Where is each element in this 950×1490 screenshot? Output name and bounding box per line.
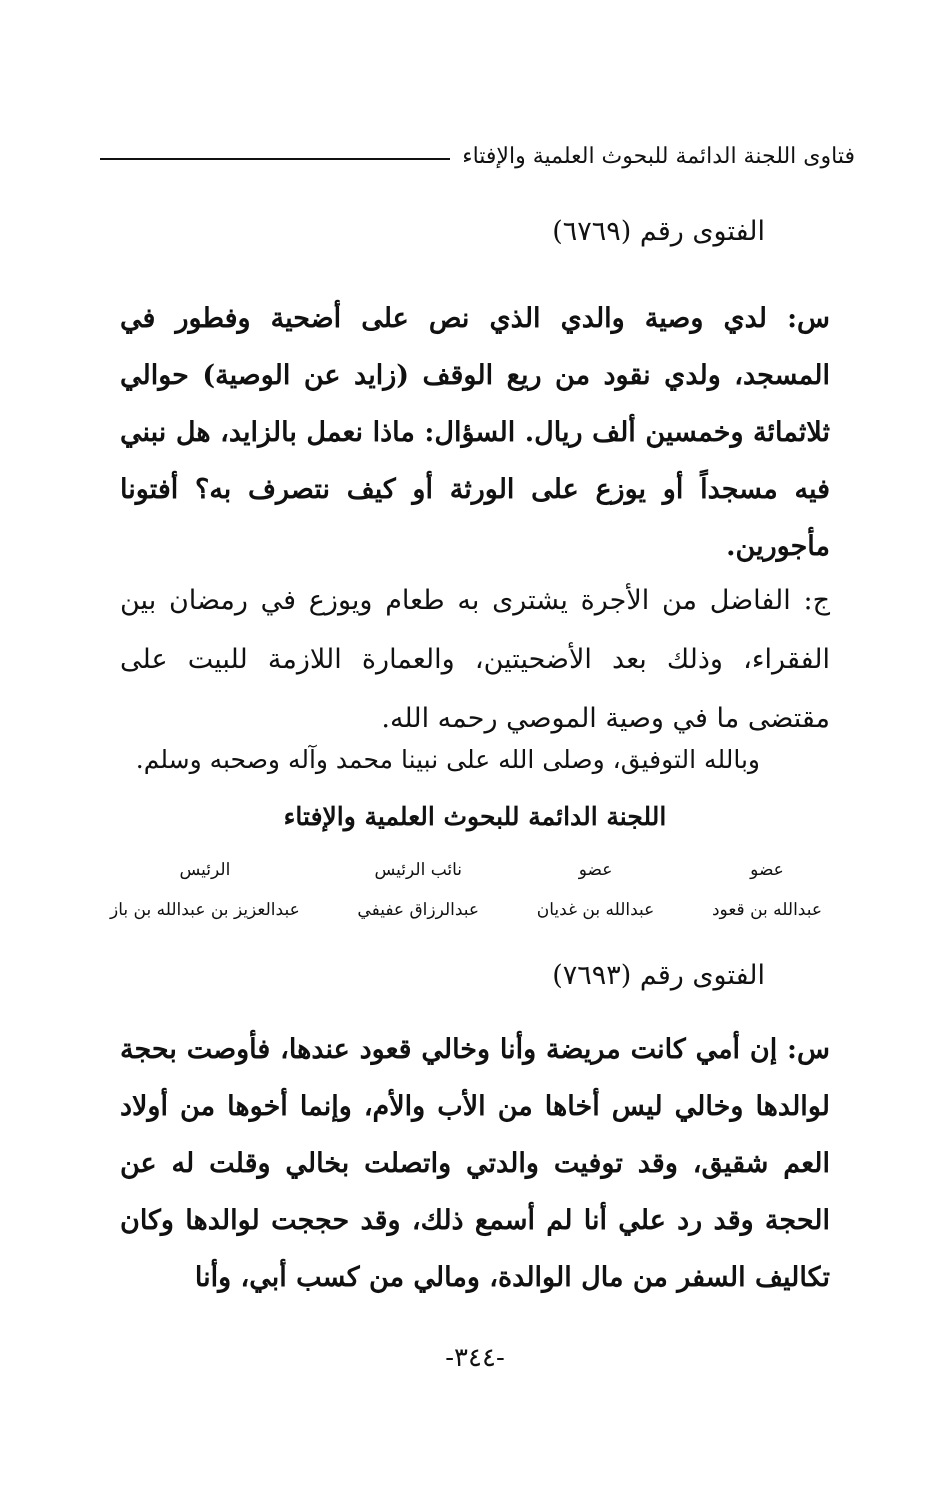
signature-name: عبدالله بن غديان xyxy=(536,900,655,920)
signature-member-3 xyxy=(357,860,479,920)
header-title: فتاوى اللجنة الدائمة للبحوث العلمية والإفتاء xyxy=(462,143,855,169)
fatwa-1-number: الفتوى رقم (٦٧٦٩) xyxy=(552,216,765,247)
fatwa-2-number: الفتوى رقم (٧٦٩٣) xyxy=(552,960,765,991)
signature-role: الرئيس xyxy=(179,860,231,880)
signature-role: عضو xyxy=(750,860,784,880)
signature-name: عبدالرزاق عفيفي xyxy=(357,900,480,920)
fatwa-2-question: س: إن أمي كانت مريضة وأنا وخالي قعود عندها، فأوصت بحجة لوالدها وخالي ليس أخاها من الأب والأم، وإنما أخوها من أولاد العم شقيق، وقد توفيت والدتي واتصلت بخالي وقلت له عن الحجة وقد رد علي أنا لم أسمع ذلك، وقد حججت لوالدها وكان تكاليف السفر من مال الوالدة، ومالي من كسب أبي، وأنا xyxy=(120,1034,830,1293)
signature-role: نائب الرئيس xyxy=(374,860,463,880)
header-rule xyxy=(100,158,450,160)
running-header xyxy=(100,138,855,174)
signatures xyxy=(110,860,822,920)
signature-member-4 xyxy=(110,860,300,920)
fatwa-1-closing: وبالله التوفيق، وصلى الله على نبينا محمد وآله وصحبه وسلم. xyxy=(135,745,760,774)
committee-name: اللجنة الدائمة للبحوث العلمية والإفتاء xyxy=(283,802,667,831)
signature-member-2 xyxy=(537,860,655,920)
signature-role: عضو xyxy=(578,860,613,880)
signature-name: عبدالله بن قعود xyxy=(711,900,822,920)
fatwa-1-question: س: لدي وصية والدي الذي نص على أضحية وفطور في المسجد، ولدي نقود من ريع الوقف (زايد عن الوصية) حوالي ثلاثمائة وخمسين ألف ريال. السؤال: ماذا نعمل بالزايد، هل نبني فيه مسجداً أو يوزع على الورثة أو كيف نتصرف به؟ أفتونا مأجورين. xyxy=(120,303,830,562)
fatwa-1-answer: ج: الفاضل من الأجرة يشترى به طعام ويوزع في رمضان بين الفقراء، وذلك بعد الأضحيتين، والعمارة اللازمة للبيت على مقتضى ما في وصية الموصي رحمه الله. xyxy=(120,585,830,734)
signature-member-1 xyxy=(712,860,822,920)
page-number: -٣٤٤- xyxy=(445,1343,505,1373)
signature-name: عبدالعزيز بن عبدالله بن باز xyxy=(110,900,300,920)
